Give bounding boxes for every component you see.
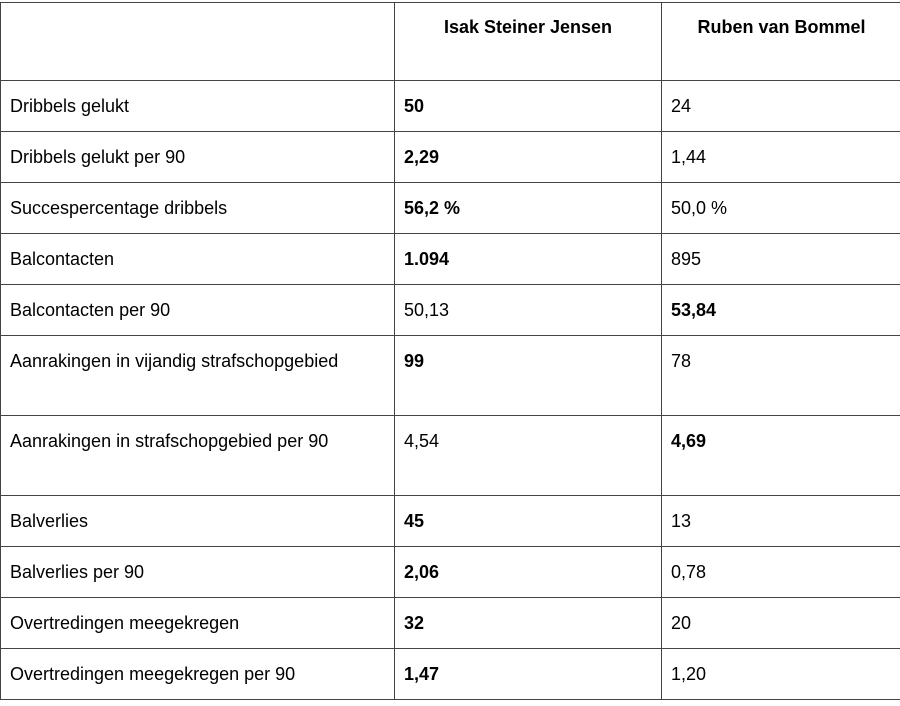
header-player-2: Ruben van Bommel <box>662 3 900 81</box>
player-1-value: 50,13 <box>395 285 662 336</box>
player-2-value: 24 <box>662 81 900 132</box>
row-label: Aanrakingen in strafschopgebied per 90 <box>1 416 395 496</box>
row-label: Dribbels gelukt <box>1 81 395 132</box>
row-label: Overtredingen meegekregen <box>1 598 395 649</box>
player-1-value: 50 <box>395 81 662 132</box>
player-2-value: 4,69 <box>662 416 900 496</box>
player-1-value: 1.094 <box>395 234 662 285</box>
header-empty <box>1 3 395 81</box>
player-2-value: 1,44 <box>662 132 900 183</box>
player-2-value: 1,20 <box>662 649 900 700</box>
table-header-row <box>1 3 900 81</box>
table-row <box>1 132 900 183</box>
table-row <box>1 336 900 416</box>
player-2-value: 50,0 % <box>662 183 900 234</box>
table-row <box>1 416 900 496</box>
player-1-value: 45 <box>395 496 662 547</box>
table-row <box>1 496 900 547</box>
row-label: Balverlies per 90 <box>1 547 395 598</box>
player-1-value: 4,54 <box>395 416 662 496</box>
row-label: Succespercentage dribbels <box>1 183 395 234</box>
row-label: Balverlies <box>1 496 395 547</box>
row-label: Overtredingen meegekregen per 90 <box>1 649 395 700</box>
table-row <box>1 183 900 234</box>
player-2-value: 53,84 <box>662 285 900 336</box>
player-2-value: 20 <box>662 598 900 649</box>
player-2-value: 0,78 <box>662 547 900 598</box>
row-label: Dribbels gelukt per 90 <box>1 132 395 183</box>
table-row <box>1 81 900 132</box>
table-row <box>1 649 900 700</box>
player-1-value: 99 <box>395 336 662 416</box>
row-label: Balcontacten per 90 <box>1 285 395 336</box>
table-row <box>1 598 900 649</box>
row-label: Balcontacten <box>1 234 395 285</box>
table-row <box>1 285 900 336</box>
player-1-value: 2,06 <box>395 547 662 598</box>
player-1-value: 32 <box>395 598 662 649</box>
row-label: Aanrakingen in vijandig strafschopgebied <box>1 336 395 416</box>
player-2-value: 895 <box>662 234 900 285</box>
player-2-value: 78 <box>662 336 900 416</box>
player-2-value: 13 <box>662 496 900 547</box>
player-1-value: 2,29 <box>395 132 662 183</box>
table-row <box>1 234 900 285</box>
comparison-table <box>0 2 900 700</box>
header-player-1: Isak Steiner Jensen <box>395 3 662 81</box>
table-row <box>1 547 900 598</box>
player-1-value: 1,47 <box>395 649 662 700</box>
player-1-value: 56,2 % <box>395 183 662 234</box>
